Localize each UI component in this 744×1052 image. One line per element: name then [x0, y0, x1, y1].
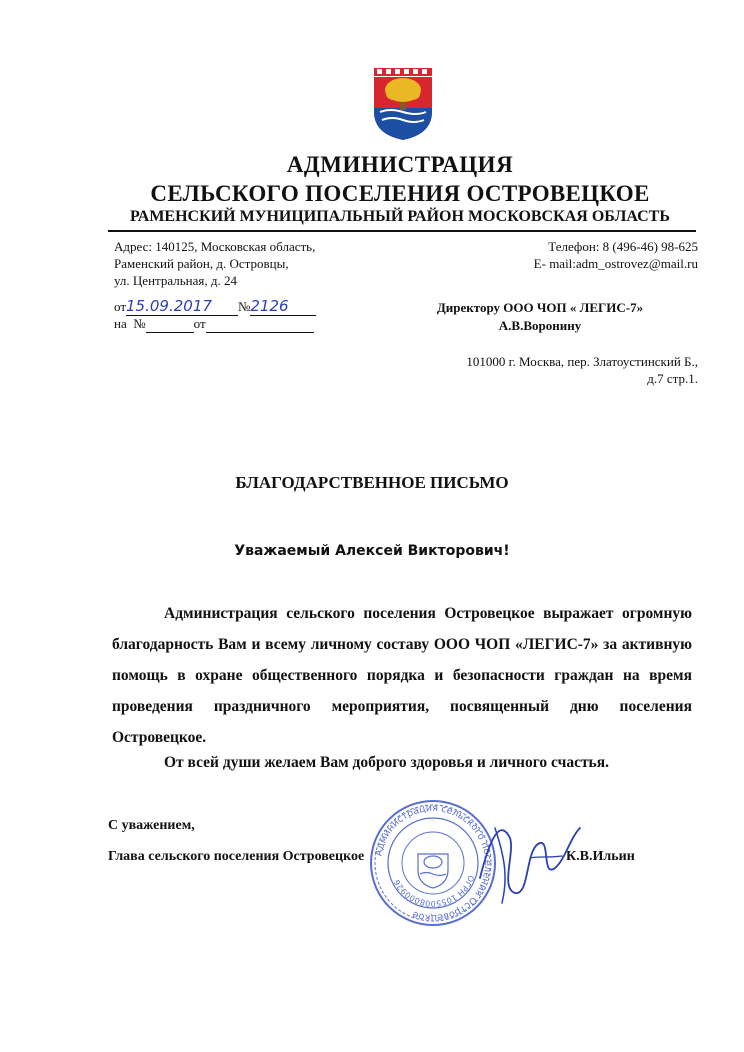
org-subtitle: СЕЛЬСКОГО ПОСЕЛЕНИЯ ОСТРОВЕЦКОЕ — [150, 181, 650, 206]
letter-title: БЛАГОДАРСТВЕННОЕ ПИСЬМО — [235, 473, 509, 492]
on-number-blank — [146, 316, 194, 333]
signature-icon — [470, 808, 590, 908]
regards: С уважением, — [108, 818, 195, 833]
sender-contacts — [534, 238, 698, 272]
signer-position: Глава сельского поселения Островецкое — [108, 849, 365, 864]
org-region: РАМЕНСКИЙ МУНИЦИПАЛЬНЫЙ РАЙОН МОСКОВСКАЯ ОБЛАСТЬ — [130, 208, 670, 225]
recipient-name: А.В.Воронину — [498, 318, 582, 333]
recipient-address — [466, 353, 698, 387]
sender-address-line: Адрес: 140125, Московская область, — [114, 239, 316, 254]
body-paragraph: Администрация сельского поселения Островецкое выражает огромную благодарность Вам и всему личному составу ООО ЧОП «ЛЕГИС-7» за активную помощь в охране общественного порядка и безопасности граждан на время проведения праздничного мероприятия, посвященный дню поселения Островецкое. — [112, 605, 692, 746]
svg-text:Администрация сельского поселе: Администрация сельского поселения Островецкое — [373, 802, 494, 924]
reference-number: 2126 — [250, 297, 316, 316]
sender-address-line: Раменский район, д. Островцы, — [114, 256, 289, 271]
closing-wish: От всей души желаем Вам доброго здоровья и личного счастья. — [164, 754, 610, 771]
recipient-address-line: д.7 стр.1. — [647, 371, 698, 386]
salutation: Уважаемый Алексей Викторович! — [234, 543, 510, 559]
incoming-reference — [114, 316, 314, 333]
signer-name: К.В.Ильин — [566, 849, 635, 864]
coat-of-arms-icon — [372, 68, 434, 140]
header-divider — [108, 230, 696, 232]
reference-date: 15.09.2017 — [126, 297, 238, 316]
recipient-address-line: 101000 г. Москва, пер. Златоустинский Б., — [466, 354, 698, 369]
recipient-block — [420, 299, 660, 335]
svg-text:ОГРН 1055008000926: ОГРН 1055008000926 — [392, 874, 476, 909]
letter-body — [112, 598, 692, 753]
recipient-title: Директору ООО ЧОП « ЛЕГИС-7» — [436, 300, 644, 315]
sender-phone: Телефон: 8 (496-46) 98-625 — [548, 239, 698, 254]
from-prefix: от — [114, 299, 127, 314]
org-title: АДМИНИСТРАЦИЯ — [286, 152, 514, 177]
outgoing-reference — [114, 297, 316, 316]
on-number-prefix: № — [133, 316, 146, 331]
sender-email: E- mail:adm_ostrovez@mail.ru — [533, 256, 698, 271]
on-date-blank — [206, 316, 314, 333]
on-prefix: на — [114, 316, 127, 331]
sender-address — [114, 238, 315, 289]
number-prefix: № — [238, 299, 251, 314]
sender-address-line: ул. Центральная, д. 24 — [114, 273, 237, 288]
on-from-prefix: от — [193, 316, 206, 331]
